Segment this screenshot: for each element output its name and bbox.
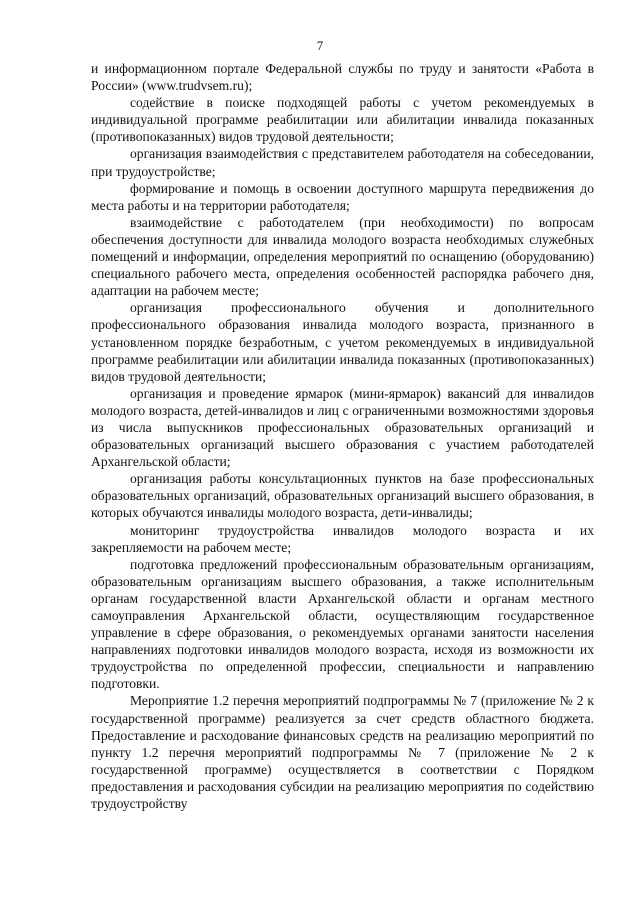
paragraph: формирование и помощь в освоении доступного маршрута передвижения до места работы и на территории работодателя; — [91, 180, 594, 213]
paragraph: и информационном портале Федеральной службы по труду и занятости «Работа в России» (www.trudvsem.ru); — [91, 61, 594, 94]
paragraph: организация взаимодействия с представителем работодателя на собеседовании, при трудоустройстве; — [91, 146, 594, 179]
paragraph: взаимодействие с работодателем (при необходимости) по вопросам обеспечения доступности для инвалида молодого возраста необходимых служебных помещений и информации, определения мероприятий по оснащению (оборудованию) специального рабочего места, определения особенностей распорядка рабочего дня, адаптации на рабочем месте; — [91, 214, 594, 299]
paragraph: мониторинг трудоустройства инвалидов молодого возраста и их закрепляемости на рабочем месте; — [91, 522, 594, 555]
paragraph: организация работы консультационных пунктов на базе профессиональных образовательных организаций, образовательных организаций высшего образования, в которых обучаются инвалиды молодого возраста, дети-инвалиды; — [91, 471, 594, 521]
paragraph: подготовка предложений профессиональным образовательным организациям, образовательным организациям высшего образования, а также исполнительным органам государственной власти Архангельской области и органам местного самоуправления Архангельской области, осуществляющим государственное управление в сфере образования, о рекомендуемых органами занятости населения направлениях подготовки инвалидов молодого возраста, исходя из возможности их трудоустройства по определенной профессии, специальности и направлению подготовки. — [91, 556, 594, 692]
paragraph: организация профессионального обучения и дополнительного профессионального образования инвалида молодого возраста, признанного в установленном порядке безработным, с учетом рекомендуемых в индивидуальной программе реабилитации или абилитации инвалида показанных (противопоказанных) видов трудовой деятельности; — [91, 300, 594, 384]
page-number: 7 — [316, 38, 324, 53]
paragraph: содействие в поиске подходящей работы с учетом рекомендуемых в индивидуальной программе реабилитации или абилитации инвалида показанных (противопоказанных) видов трудовой деятельности; — [91, 95, 594, 145]
paragraph: Мероприятие 1.2 перечня мероприятий подпрограммы № 7 (приложение № 2 к государственной программе) реализуется за счет средств областного бюджета. Предоставление и расходование финансовых средств на реализацию мероприятий по пункту 1.2 перечня мероприятий подпрограммы № 7 (приложение № 2 к государственной программе) осуществляется в соответствии с Порядком предоставления и расходования субсидии на реализацию мероприятия по содействию трудоустройству — [91, 693, 594, 812]
paragraph: организация и проведение ярмарок (мини-ярмарок) вакансий для инвалидов молодого возраста, детей-инвалидов и лиц с ограниченными возможностями здоровья из числа выпускников профессиональных образовательных организаций и образовательных организаций высшего образования с участием работодателей Архангельской области; — [91, 385, 594, 470]
document-body — [91, 60, 594, 812]
